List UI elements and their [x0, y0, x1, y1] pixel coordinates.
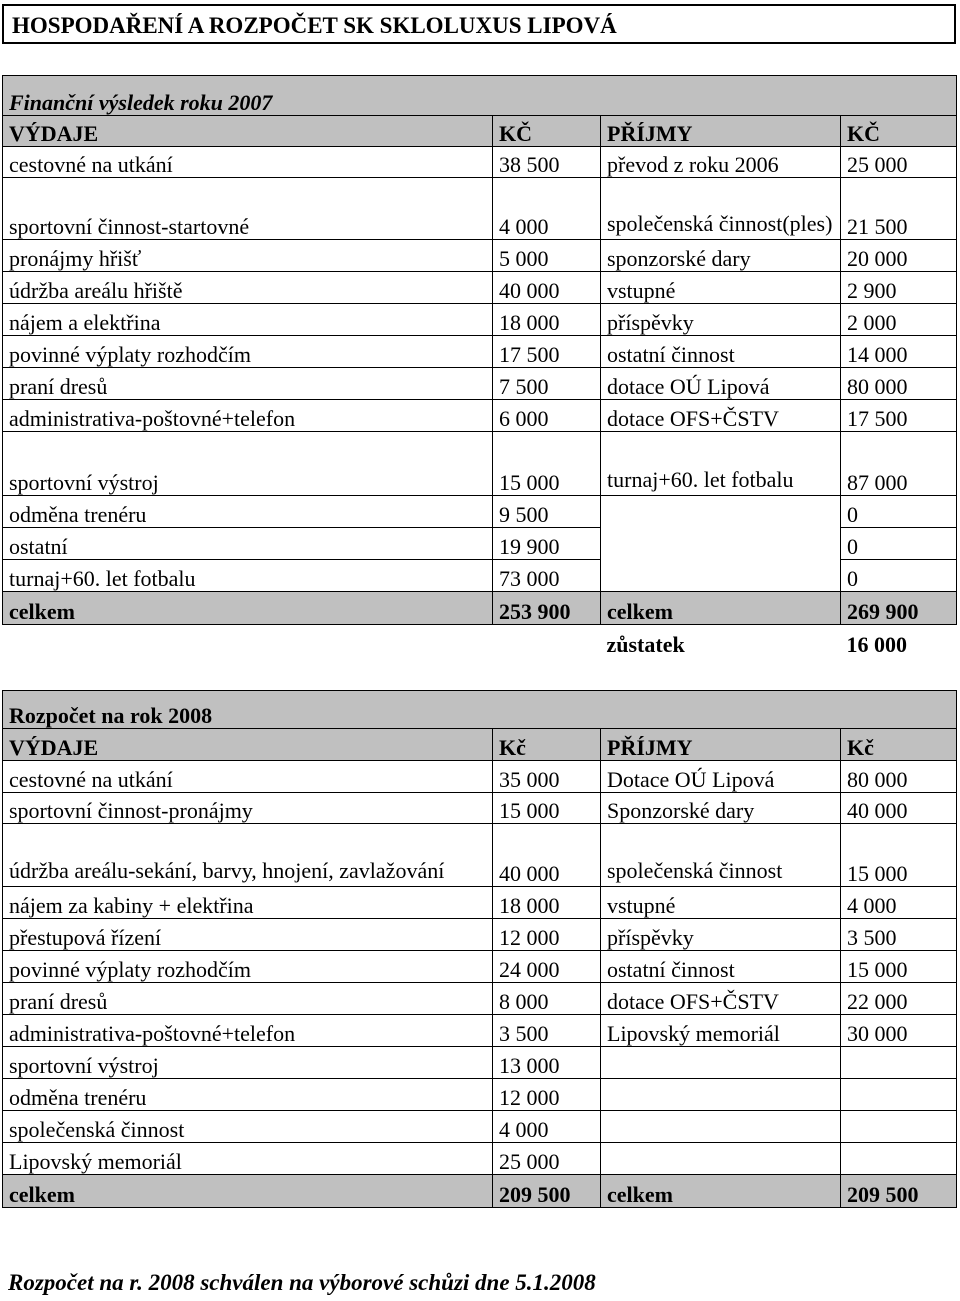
- income-amount: 21 500: [841, 178, 957, 240]
- income-label: vstupné: [601, 272, 841, 304]
- expense-amount: 4 000: [493, 178, 601, 240]
- income-label: vstupné: [601, 887, 841, 919]
- income-label: Sponzorské dary: [601, 793, 841, 824]
- expense-amount: 35 000: [493, 761, 601, 793]
- expense-amount: 24 000: [493, 951, 601, 983]
- table-row: [3, 496, 957, 528]
- income-label: [601, 1143, 841, 1175]
- income-label: [601, 1111, 841, 1143]
- income-label: ostatní činnost: [601, 951, 841, 983]
- expense-label: nájem a elektřina: [3, 304, 493, 336]
- income-amount: 20 000: [841, 240, 957, 272]
- expense-amount: 38 500: [493, 147, 601, 178]
- income-amount: 87 000: [841, 432, 957, 496]
- table-row: [3, 1111, 957, 1143]
- expense-label: Lipovský memoriál: [3, 1143, 493, 1175]
- table-row: [3, 147, 957, 178]
- table-row: [3, 368, 957, 400]
- table-row: [3, 336, 957, 368]
- table-row: [3, 272, 957, 304]
- income-amount: 25 000: [841, 147, 957, 178]
- table-row: [3, 400, 957, 432]
- page-title: HOSPODAŘENÍ A ROZPOČET SK SKLOLUXUS LIPOVÁ: [2, 4, 956, 44]
- income-amount: 30 000: [841, 1015, 957, 1047]
- expense-label: ostatní: [3, 528, 493, 560]
- table-row: [3, 432, 957, 496]
- income-label: převod z roku 2006: [601, 147, 841, 178]
- income-label: Dotace OÚ Lipová: [601, 761, 841, 793]
- total-label: celkem: [3, 592, 493, 625]
- header-vydaje: VÝDAJE: [3, 116, 493, 147]
- balance-label: zůstatek: [606, 631, 685, 657]
- balance-value: 16 000: [846, 631, 907, 657]
- expense-label: administrativa-poštovné+telefon: [3, 1015, 493, 1047]
- income-label: dotace OÚ Lipová: [601, 368, 841, 400]
- budget-2008-table: [2, 690, 957, 1208]
- expense-label: společenská činnost: [3, 1111, 493, 1143]
- income-amount: 22 000: [841, 983, 957, 1015]
- header-prijmy: PŘÍJMY: [601, 116, 841, 147]
- table-row: [3, 1015, 957, 1047]
- expense-label: přestupová řízení: [3, 919, 493, 951]
- section-heading-2008: Rozpočet na rok 2008: [3, 691, 957, 729]
- income-amount: 3 500: [841, 919, 957, 951]
- expense-label: sportovní činnost-startovné: [3, 178, 493, 240]
- income-label: sponzorské dary: [601, 240, 841, 272]
- table-row: [3, 919, 957, 951]
- total-row: [3, 592, 957, 625]
- table-row: [3, 304, 957, 336]
- expense-amount: 18 000: [493, 304, 601, 336]
- section-heading-2007: Finanční výsledek roku 2007: [3, 76, 957, 116]
- income-label: [601, 1079, 841, 1111]
- total-label-prijmy: celkem: [601, 592, 841, 625]
- income-amount: 0: [841, 496, 957, 528]
- table-row: [3, 1079, 957, 1111]
- total-label-prijmy: celkem: [601, 1175, 841, 1208]
- income-label: [601, 1047, 841, 1079]
- income-amount: [841, 1143, 957, 1175]
- income-amount: 14 000: [841, 336, 957, 368]
- total-prijmy: 269 900: [841, 592, 957, 625]
- expense-amount: 5 000: [493, 240, 601, 272]
- total-row: [3, 1175, 957, 1208]
- header-kc-prijmy: KČ: [841, 116, 957, 147]
- income-amount: 0: [841, 560, 957, 592]
- income-label: dotace OFS+ČSTV: [601, 983, 841, 1015]
- expense-label: praní dresů: [3, 983, 493, 1015]
- expense-label: povinné výplaty rozhodčím: [3, 336, 493, 368]
- expense-amount: 15 000: [493, 432, 601, 496]
- income-amount: 2 900: [841, 272, 957, 304]
- expense-label: sportovní výstroj: [3, 1047, 493, 1079]
- income-label: Lipovský memoriál: [601, 1015, 841, 1047]
- expense-label: odměna trenéru: [3, 1079, 493, 1111]
- income-label: [601, 528, 841, 560]
- header-kc-prijmy: Kč: [841, 729, 957, 761]
- income-label: dotace OFS+ČSTV: [601, 400, 841, 432]
- table-row: [3, 528, 957, 560]
- income-label: [601, 560, 841, 592]
- income-label: společenská činnost(ples): [601, 178, 841, 240]
- income-amount: 80 000: [841, 761, 957, 793]
- income-amount: 15 000: [841, 824, 957, 887]
- expense-amount: 25 000: [493, 1143, 601, 1175]
- expense-amount: 12 000: [493, 919, 601, 951]
- expense-label: nájem za kabiny + elektřina: [3, 887, 493, 919]
- expense-label: cestovné na utkání: [3, 147, 493, 178]
- total-prijmy: 209 500: [841, 1175, 957, 1208]
- header-kc-vydaje: Kč: [493, 729, 601, 761]
- expense-amount: 6 000: [493, 400, 601, 432]
- table-row: [3, 824, 957, 887]
- income-label: ostatní činnost: [601, 336, 841, 368]
- table-row: [3, 793, 957, 824]
- table-row: [3, 178, 957, 240]
- header-prijmy: PŘÍJMY: [601, 729, 841, 761]
- table-row: [3, 1143, 957, 1175]
- income-label: turnaj+60. let fotbalu: [601, 432, 841, 496]
- income-label: [601, 496, 841, 528]
- total-vydaje: 209 500: [493, 1175, 601, 1208]
- empty-cell: [3, 625, 493, 657]
- expense-amount: 15 000: [493, 793, 601, 824]
- expense-amount: 4 000: [493, 1111, 601, 1143]
- income-amount: [841, 1047, 957, 1079]
- expense-label: údržba areálu-sekání, barvy, hnojení, zavlažování: [3, 824, 493, 887]
- header-kc-vydaje: KČ: [493, 116, 601, 147]
- table-row: [3, 761, 957, 793]
- income-amount: [841, 1079, 957, 1111]
- expense-amount: 12 000: [493, 1079, 601, 1111]
- expense-label: odměna trenéru: [3, 496, 493, 528]
- expense-amount: 13 000: [493, 1047, 601, 1079]
- expense-label: sportovní výstroj: [3, 432, 493, 496]
- expense-label: sportovní činnost-pronájmy: [3, 793, 493, 824]
- expense-label: turnaj+60. let fotbalu: [3, 560, 493, 592]
- income-amount: 80 000: [841, 368, 957, 400]
- expense-amount: 8 000: [493, 983, 601, 1015]
- expense-amount: 19 900: [493, 528, 601, 560]
- expense-label: údržba areálu hřiště: [3, 272, 493, 304]
- expense-label: praní dresů: [3, 368, 493, 400]
- income-amount: 2 000: [841, 304, 957, 336]
- expense-label: povinné výplaty rozhodčím: [3, 951, 493, 983]
- expense-amount: 9 500: [493, 496, 601, 528]
- income-amount: 4 000: [841, 887, 957, 919]
- table-row: [3, 1047, 957, 1079]
- financial-result-2007-table: [2, 75, 957, 657]
- expense-amount: 73 000: [493, 560, 601, 592]
- income-amount: 17 500: [841, 400, 957, 432]
- income-amount: 40 000: [841, 793, 957, 824]
- expense-label: administrativa-poštovné+telefon: [3, 400, 493, 432]
- total-vydaje: 253 900: [493, 592, 601, 625]
- expense-amount: 40 000: [493, 272, 601, 304]
- income-label: příspěvky: [601, 919, 841, 951]
- income-label: společenská činnost: [601, 824, 841, 887]
- expense-amount: 18 000: [493, 887, 601, 919]
- expense-label: pronájmy hřišť: [3, 240, 493, 272]
- income-amount: 15 000: [841, 951, 957, 983]
- expense-amount: 3 500: [493, 1015, 601, 1047]
- approval-note: Rozpočet na r. 2008 schválen na výborové schůzi dne 5.1.2008: [8, 1270, 596, 1295]
- expense-amount: 17 500: [493, 336, 601, 368]
- table-row: [3, 560, 957, 592]
- total-label: celkem: [3, 1175, 493, 1208]
- header-vydaje: VÝDAJE: [3, 729, 493, 761]
- table-row: [3, 240, 957, 272]
- expense-amount: 40 000: [493, 824, 601, 887]
- empty-cell: [493, 625, 601, 657]
- income-amount: 0: [841, 528, 957, 560]
- table-row: [3, 983, 957, 1015]
- income-label: příspěvky: [601, 304, 841, 336]
- expense-amount: 7 500: [493, 368, 601, 400]
- table-row: [3, 951, 957, 983]
- expense-label: cestovné na utkání: [3, 761, 493, 793]
- balance-row: [3, 625, 957, 657]
- table-row: [3, 887, 957, 919]
- income-amount: [841, 1111, 957, 1143]
